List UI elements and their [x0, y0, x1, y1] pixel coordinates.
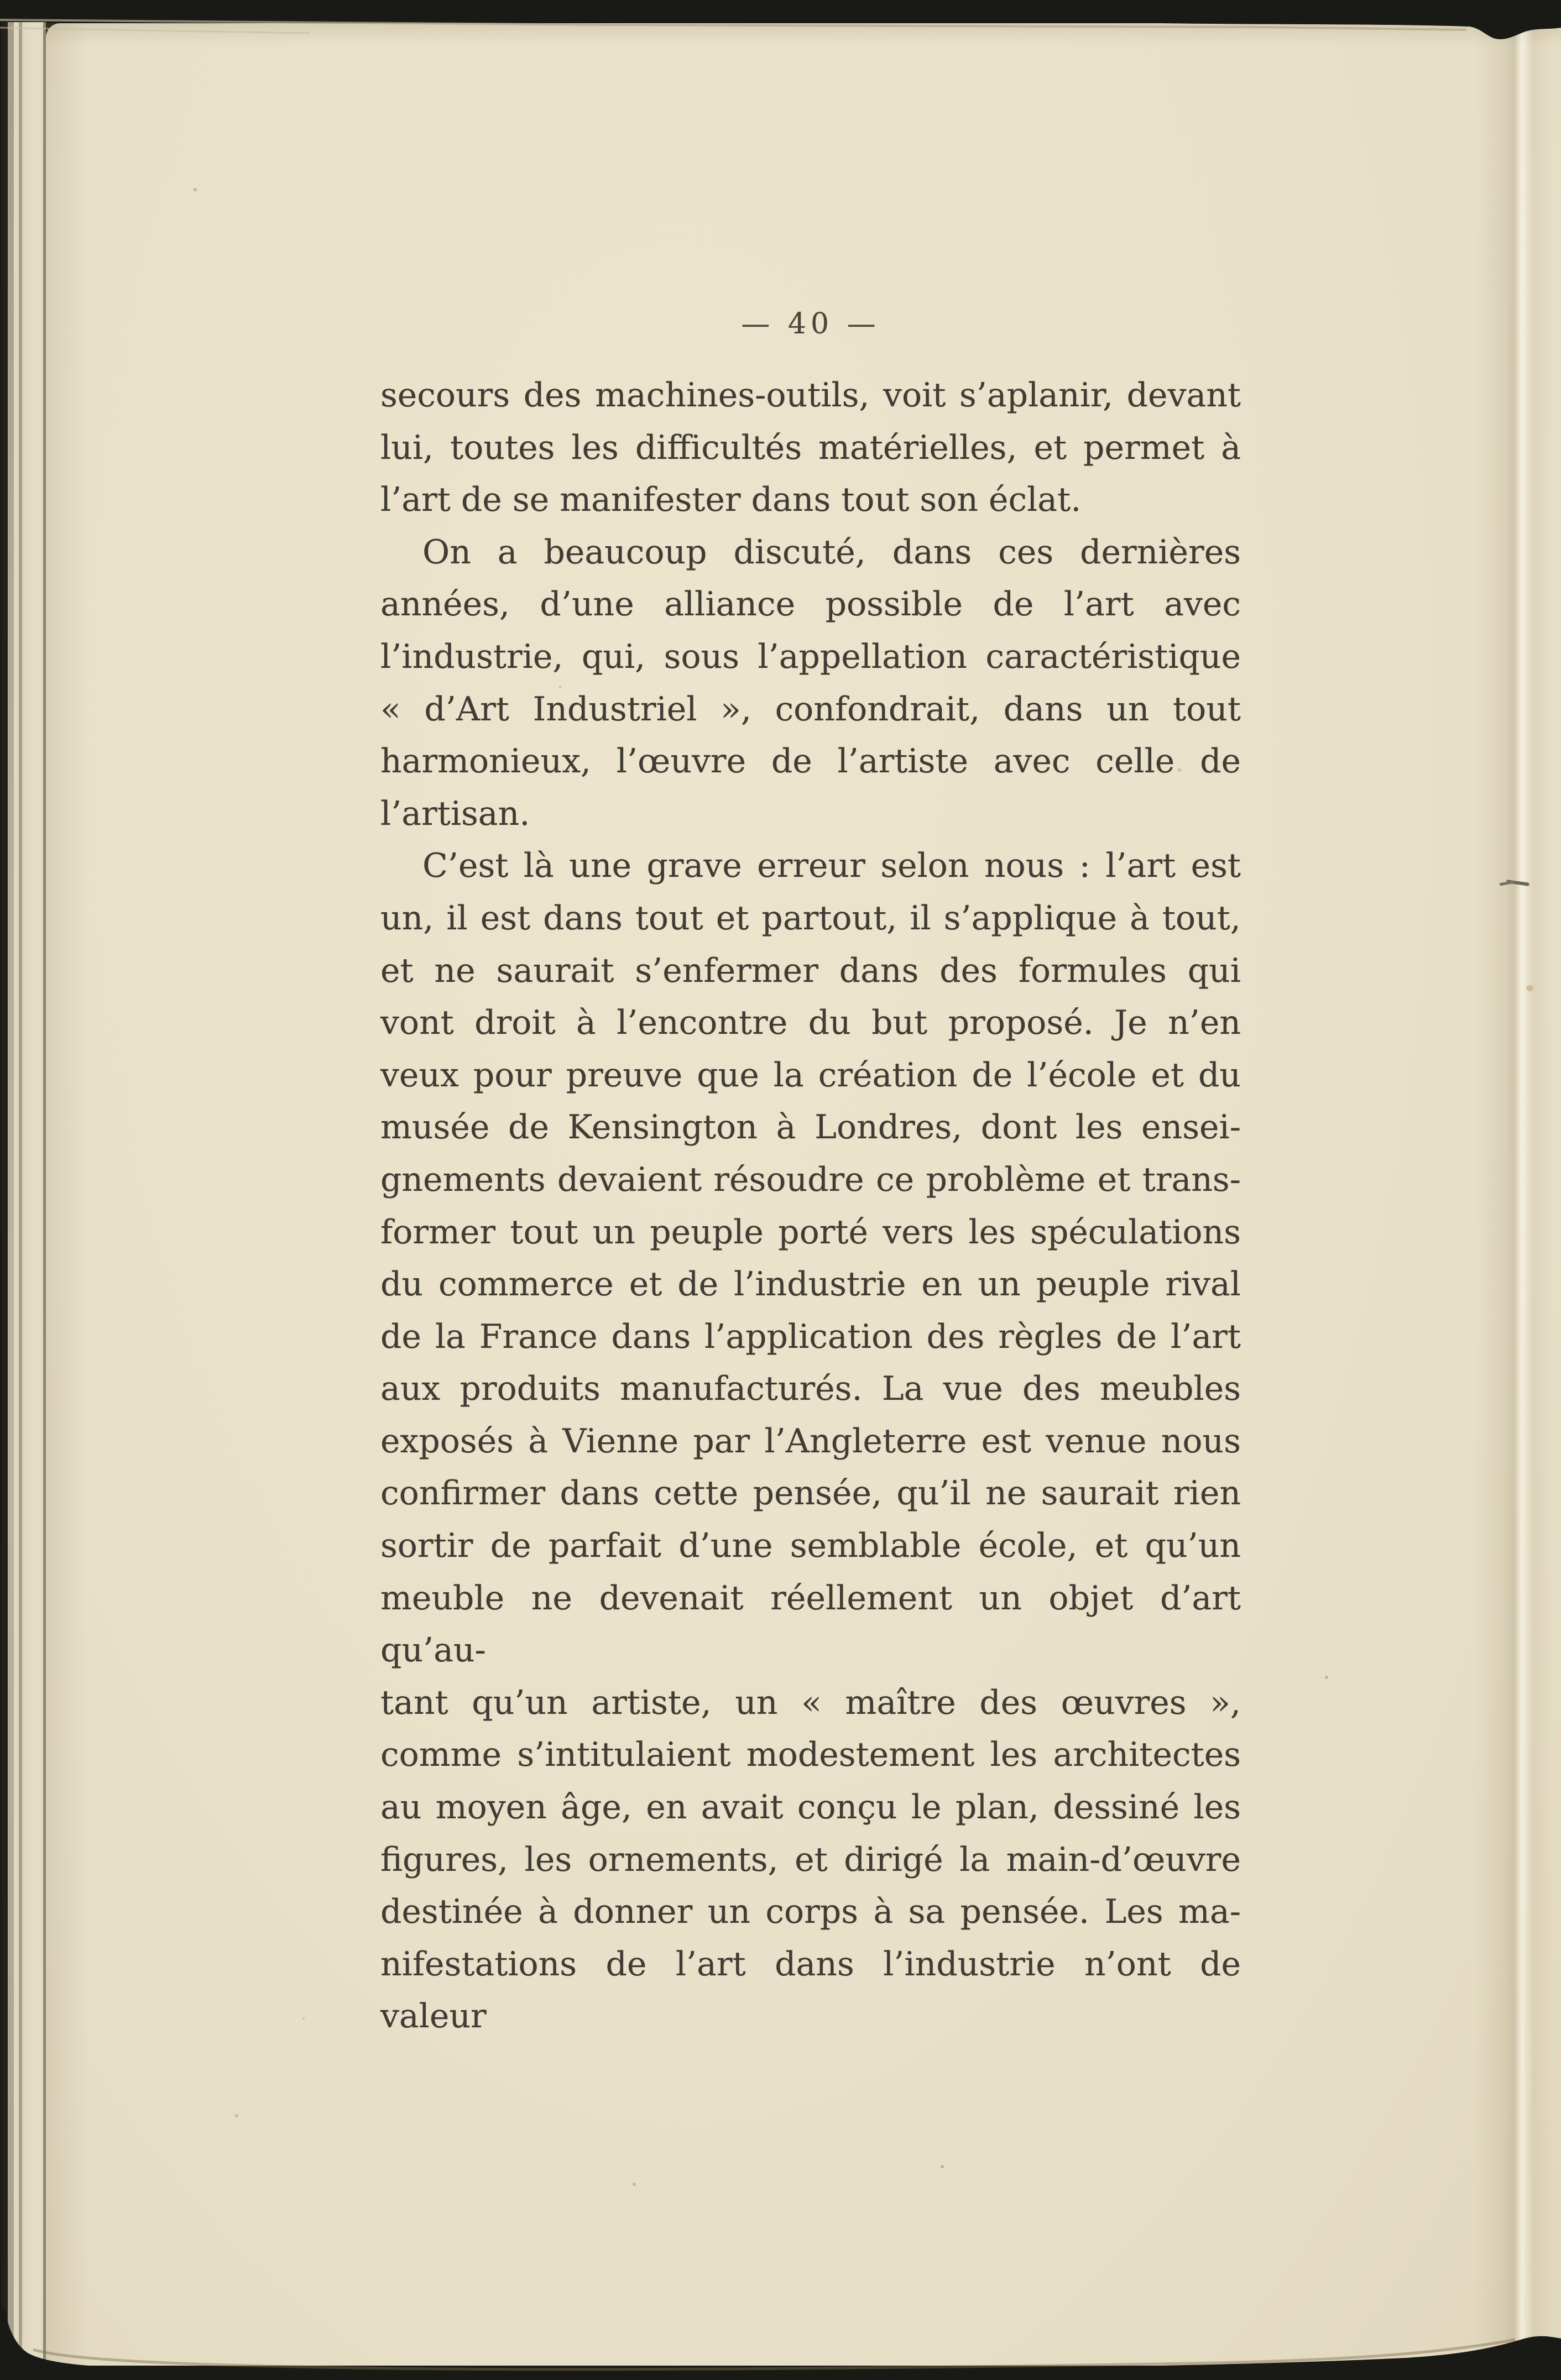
text-line: figures, les ornements, et dirigé la main-d’œuvre: [380, 1840, 1241, 1879]
gutter-page-edge-tan: [8, 22, 14, 2363]
text-line: vont droit à l’encontre du but proposé. Je n’en: [380, 1003, 1241, 1043]
text-line: former tout un peuple porté vers les spéculations: [380, 1212, 1241, 1252]
page-number: — 40 —: [741, 307, 880, 341]
gutter-page-edge-cream: [14, 22, 19, 2363]
text-line: sortir de parfait d’une semblable école, et qu’un: [380, 1526, 1241, 1566]
text-line: et ne saurait s’enfermer dans des formules qui: [380, 951, 1241, 990]
text-block: [380, 369, 1241, 2043]
text-line: C’est là une grave erreur selon nous : l’art est: [422, 846, 1241, 886]
text-line: secours des machines-outils, voit s’aplanir, devant: [380, 376, 1241, 415]
text-line: aux produits manufacturés. La vue des meubles: [380, 1369, 1241, 1409]
text-line: confirmer dans cette pensée, qu’il ne saurait rien: [380, 1474, 1241, 1513]
text-line: gnements devaient résoudre ce problème et trans-: [380, 1160, 1241, 1199]
text-line: tant qu’un artiste, un « maître des œuvres »,: [380, 1683, 1241, 1722]
text-line: harmonieux, l’œuvre de l’artiste avec celle de: [380, 742, 1241, 781]
text-line: veux pour preuve que la création de l’école et du: [380, 1055, 1241, 1095]
text-line: l’art de se manifester dans tout son éclat.: [380, 480, 1082, 520]
gutter-page-edge-dark: [2, 22, 8, 2363]
text-line: comme s’intitulaient modestement les architectes: [380, 1735, 1241, 1775]
text-line: l’artisan.: [380, 794, 530, 833]
page-fold-crease: [1475, 23, 1553, 2366]
text-line: « d’Art Industriel », confondrait, dans un tout: [380, 689, 1241, 729]
text-line: musée de Kensington à Londres, dont les ensei-: [380, 1108, 1241, 1147]
gutter-page-edge-under: [22, 22, 43, 2363]
text-line: nifestations de l’art dans l’industrie n’ont de valeur: [380, 1944, 1241, 2036]
paper-specks: [0, 0, 1, 1]
text-line: lui, toutes les difficultés matérielles, et permet à: [380, 428, 1241, 467]
text-line: au moyen âge, en avait conçu le plan, dessiné les: [380, 1788, 1241, 1827]
text-line: destinée à donner un corps à sa pensée. Les ma-: [380, 1892, 1241, 1932]
text-line: On a beaucoup discuté, dans ces dernières: [422, 532, 1241, 572]
text-line: l’industrie, qui, sous l’appellation caractéristique: [380, 637, 1241, 676]
text-line: meuble ne devenait réellement un objet d’art qu’au-: [380, 1578, 1241, 1670]
text-line: exposés à Vienne par l’Angleterre est venue nous: [380, 1421, 1241, 1461]
text-line: de la France dans l’application des règles de l’art: [380, 1317, 1241, 1356]
text-line: années, d’une alliance possible de l’art avec: [380, 585, 1241, 624]
text-line: un, il est dans tout et partout, il s’applique à tout,: [380, 898, 1241, 938]
text-line: du commerce et de l’industrie en un peuple rival: [380, 1265, 1241, 1304]
paper-stain: [1526, 985, 1533, 991]
